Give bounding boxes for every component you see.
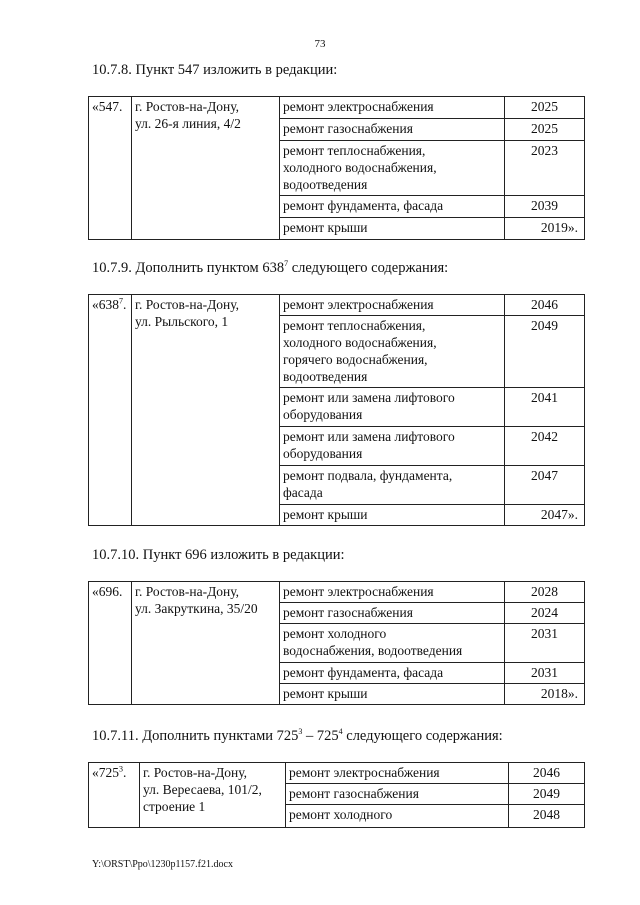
work-year: 2047».	[505, 505, 585, 526]
work-type: ремонт теплоснабжения, холодного водоснабжения, горячего водоснабжения, водоотведения	[280, 316, 505, 388]
work-year: 2047	[505, 466, 585, 505]
address: г. Ростов-на-Дону, ул. Вересаева, 101/2, строение 1	[140, 763, 286, 828]
address: г. Ростов-на-Дону, ул. 26-я линия, 4/2	[132, 97, 280, 240]
page-number: 73	[314, 38, 326, 50]
work-year: 2041	[505, 388, 585, 427]
work-type: ремонт или замена лифтового оборудования	[280, 427, 505, 466]
item-number: «$638^7$.	[89, 295, 132, 526]
item-number: «547.	[89, 97, 132, 240]
work-type: ремонт фундамента, фасада	[280, 663, 505, 684]
work-year: 2024	[505, 603, 585, 624]
work-type: ремонт электроснабжения	[280, 582, 505, 603]
paragraph-10-7-8: 10.7.8. Пункт 547 изложить в редакции:	[92, 62, 338, 78]
work-type: ремонт холодного водоснабжения, водоотведения	[280, 624, 505, 663]
table-638-7	[88, 294, 585, 526]
work-type: ремонт крыши	[280, 505, 505, 526]
work-year: 2049	[509, 784, 585, 805]
work-year: 2031	[505, 663, 585, 684]
work-type: ремонт электроснабжения	[286, 763, 509, 784]
item-number: «$725^3$.	[89, 763, 140, 828]
work-year: 2025	[505, 97, 585, 119]
paragraph-10-7-10: 10.7.10. Пункт 696 изложить в редакции:	[92, 547, 345, 563]
work-year: 2028	[505, 582, 585, 603]
work-type: ремонт электроснабжения	[280, 97, 505, 119]
address: г. Ростов-на-Дону, ул. Рыльского, 1	[132, 295, 280, 526]
work-year: 2023	[505, 141, 585, 196]
work-type: ремонт крыши	[280, 684, 505, 705]
table-547	[88, 96, 585, 240]
work-type: ремонт газоснабжения	[286, 784, 509, 805]
work-type: ремонт газоснабжения	[280, 119, 505, 141]
work-year: 2048	[509, 805, 585, 828]
file-path-footer: Y:\ORST\Ppo\1230p1157.f21.docx	[92, 859, 233, 870]
work-type: ремонт теплоснабжения, холодного водоснабжения, водоотведения	[280, 141, 505, 196]
work-type: ремонт электроснабжения	[280, 295, 505, 316]
work-year: 2049	[505, 316, 585, 388]
work-type: ремонт крыши	[280, 218, 505, 240]
work-year: 2046	[509, 763, 585, 784]
table-725-3	[88, 762, 585, 828]
work-year: 2039	[505, 196, 585, 218]
paragraph-10-7-11: 10.7.11. Дополнить пунктами $725^3 - 725^4$ следующего содержания:	[92, 727, 503, 744]
work-type: ремонт газоснабжения	[280, 603, 505, 624]
work-year: 2025	[505, 119, 585, 141]
work-year: 2019».	[505, 218, 585, 240]
table-696	[88, 581, 585, 705]
work-year: 2018».	[505, 684, 585, 705]
work-type: ремонт или замена лифтового оборудования	[280, 388, 505, 427]
work-year: 2031	[505, 624, 585, 663]
address: г. Ростов-на-Дону, ул. Закруткина, 35/20	[132, 582, 280, 705]
work-year: 2046	[505, 295, 585, 316]
paragraph-10-7-9: 10.7.9. Дополнить пунктом $638^7$ следующего содержания:	[92, 259, 449, 276]
work-type: ремонт фундамента, фасада	[280, 196, 505, 218]
work-type: ремонт подвала, фундамента, фасада	[280, 466, 505, 505]
work-year: 2042	[505, 427, 585, 466]
work-type: ремонт холодного	[286, 805, 509, 828]
item-number: «696.	[89, 582, 132, 705]
